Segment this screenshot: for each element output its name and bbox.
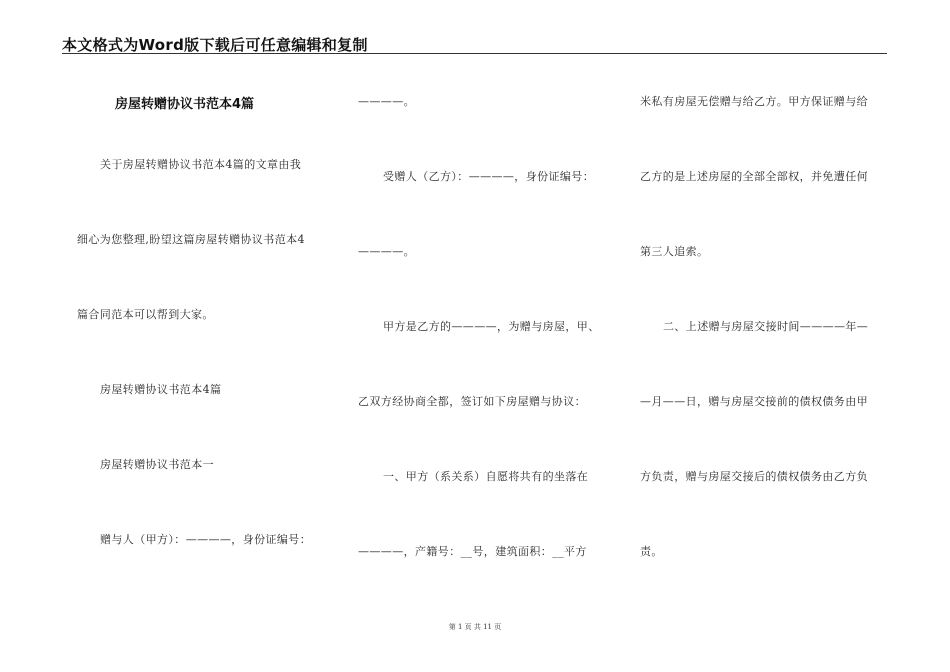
col1-line-5: 房屋转赠协议书范本一	[100, 458, 214, 471]
col3-line-6: 方负责，赠与房屋交接后的债权债务由乙方负	[640, 470, 868, 483]
col1-line-1: 关于房屋转赠协议书范本4篇的文章由我	[100, 158, 302, 171]
col3-line-4: 二、上述赠与房屋交接时间————年—	[663, 320, 869, 333]
document-header-title: 本文格式为Word版下载后可任意编辑和复制	[62, 36, 368, 54]
col3-line-1: 米私有房屋无偿赠与给乙方。甲方保证赠与给	[640, 95, 868, 108]
col1-line-6: 赠与人（甲方）：————，身份证编号：	[100, 533, 312, 546]
col1-line-3: 篇合同范本可以帮到大家。	[77, 308, 214, 321]
col1-line-2: 细心为您整理,盼望这篇房屋转赠协议书范本4	[77, 233, 305, 246]
col3-line-3: 第三人追索。	[640, 245, 709, 258]
col2-line-7: ————，产籍号：__号，建筑面积：__平方	[358, 545, 587, 558]
document-title: 房屋转赠协议书范本4篇	[115, 97, 255, 112]
col2-line-4: 甲方是乙方的————，为赠与房屋，甲、	[383, 320, 600, 333]
col2-line-1: ————。	[358, 95, 415, 108]
col2-line-3: ————。	[358, 245, 415, 258]
col1-line-4: 房屋转赠协议书范本4篇	[100, 383, 222, 396]
col2-line-6: 一、甲方（系关系）自愿将共有的坐落在	[383, 470, 589, 483]
col3-line-5: —月——日，赠与房屋交接前的债权债务由甲	[640, 395, 868, 408]
col3-line-2: 乙方的是上述房屋的全部全部权，并免遭任何	[640, 170, 868, 183]
col2-line-5: 乙双方经协商全都，签订如下房屋赠与协议：	[358, 395, 586, 408]
col3-line-7: 责。	[640, 545, 663, 558]
col2-line-2: 受赠人（乙方）：————，身份证编号：	[383, 170, 595, 183]
header-divider	[62, 53, 887, 54]
page-number-footer: 第 1 页 共 11 页	[448, 623, 502, 631]
